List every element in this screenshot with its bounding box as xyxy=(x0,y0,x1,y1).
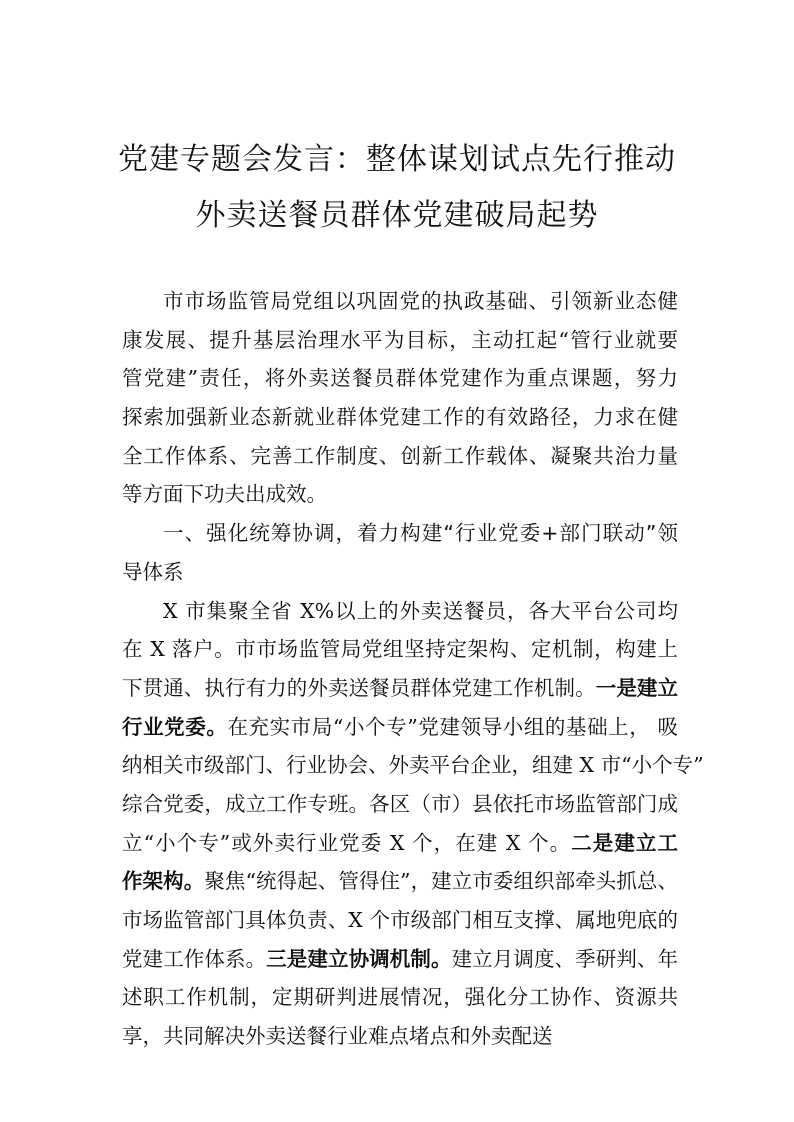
bold-run: 作架构。 xyxy=(122,869,205,894)
document-title-line-2: 外卖送餐员群体党建破局起势 xyxy=(195,198,599,233)
intro-line: 全工作体系、完善工作制度、创新工作载体、凝聚共治力量 xyxy=(122,443,678,468)
intro-line: 探索加强新业态新就业群体党建工作的有效路径，力求在健 xyxy=(122,405,678,430)
paragraph-line: 在 X 落户。市市场监管局党组坚持定架构、定机制，构建上 xyxy=(122,637,678,662)
intro-line: 等方面下功夫出成效。 xyxy=(122,482,327,507)
bold-run: 三是建立协调机制。 xyxy=(266,946,452,971)
document-title-line-1: 党建专题会发言：整体谋划试点先行推动 xyxy=(118,142,676,177)
bold-run: 行业党委。 xyxy=(122,714,228,739)
paragraph-line xyxy=(122,669,678,708)
text-run: 党建工作体系。 xyxy=(122,946,267,971)
bold-run: 二是建立工 xyxy=(571,830,678,855)
section-heading-cont: 导体系 xyxy=(122,559,184,584)
text-run: 立“小个专”或外卖行业党委 X 个，在建 X 个。 xyxy=(122,830,572,855)
paragraph-line: 纳相关市级部门、行业协会、外卖平台企业，组建 X 市“小个专” xyxy=(122,753,704,778)
text-run: 建立月调度、季研判、年 xyxy=(451,946,679,971)
document-body xyxy=(122,282,704,1056)
text-run: 聚焦“统得起、管得住”，建立市委组织部牵头抓总、 xyxy=(204,869,679,894)
paragraph-line: 述职工作机制，定期研判进展情况，强化分工协作、资源共 xyxy=(122,985,678,1010)
paragraph-line: 市场监管部门具体负责、X 个市级部门相互支撑、属地兜底的 xyxy=(122,908,678,932)
bold-run: 一是建立 xyxy=(595,675,679,700)
text-run: 在充实市局“小个专”党建领导小组的基础上， 吸 xyxy=(227,714,678,739)
intro-line: 市市场监管局党组以巩固党的执政基础、引领新业态健 xyxy=(163,289,678,313)
section-heading: 一、强化统筹协调，着力构建“行业党委+部门联动”领 xyxy=(163,521,678,546)
intro-line: 管党建”责任，将外卖送餐员群体党建作为重点课题，努力 xyxy=(122,366,678,391)
intro-line: 康发展、提升基层治理水平为目标，主动扛起“管行业就要 xyxy=(122,327,678,352)
paragraph-line xyxy=(122,940,678,979)
paragraph-line: 享，共同解决外卖送餐行业难点堵点和外卖配送 xyxy=(122,1024,553,1049)
paragraph-line xyxy=(122,708,678,747)
paragraph-line: X 市集聚全省 X%以上的外卖送餐员，各大平台公司均 xyxy=(163,598,678,623)
paragraph-line: 综合党委，成立工作专班。各区（市）县依托市场监管部门成 xyxy=(122,791,678,816)
paragraph-line xyxy=(122,824,678,863)
paragraph-line xyxy=(122,862,678,901)
text-run: 下贯通、执行有力的外卖送餐员群体党建工作机制。 xyxy=(122,675,596,700)
